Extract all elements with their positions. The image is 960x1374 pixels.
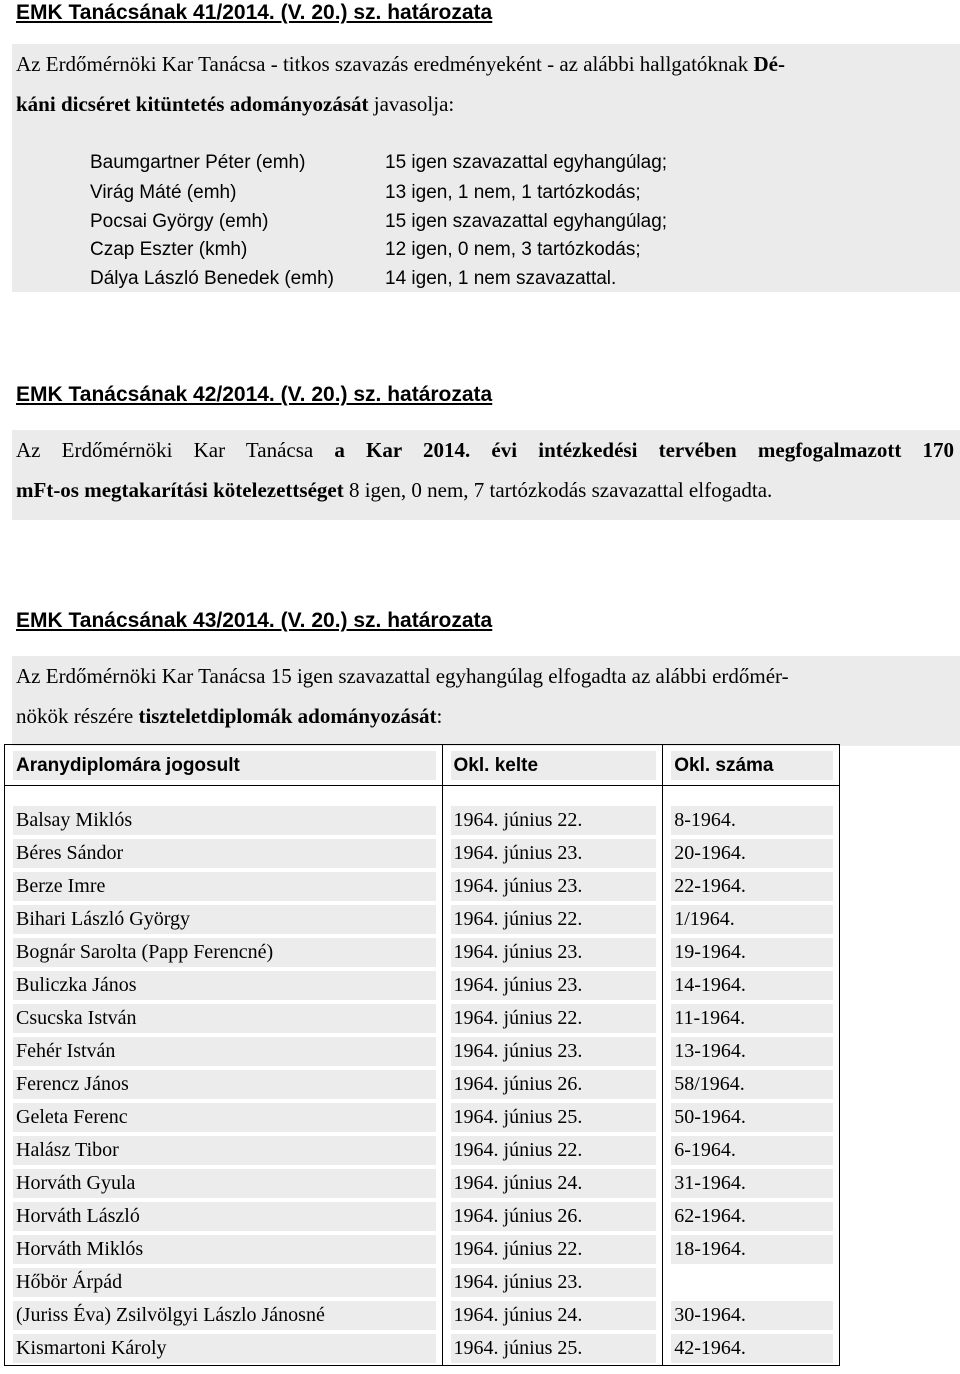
table-row [5,969,840,1002]
table-cell-date: 1964. június 22. [442,903,663,936]
table-cell-number: 22-1964. [663,870,840,903]
table-cell-number: 18-1964. [663,1233,840,1266]
table-cell-number: 58/1964. [663,1068,840,1101]
column-header: Aranydiplomára jogosult [5,745,443,786]
table-row [5,1101,840,1134]
resolution-43-heading: EMK Tanácsának 43/2014. (V. 20.) sz. határozata [16,609,493,632]
table-cell-number [663,1266,840,1299]
table-cell-date: 1964. június 22. [442,1233,663,1266]
table-cell-name: (Juriss Éva) Zsilvölgyi Lászlo Jánosné [5,1299,443,1332]
table-cell-date: 1964. június 25. [442,1332,663,1366]
table-cell-number: 1/1964. [663,903,840,936]
r43-part-2: nökök részére [16,704,139,728]
table-row [5,1299,840,1332]
intro-line-1-bold: Dé- [753,52,785,76]
nominee-vote: 13 igen, 1 nem, 1 tartózkodás; [385,182,641,203]
table-cell-name: Balsay Miklós [5,804,443,837]
table-cell-date: 1964. június 22. [442,1002,663,1035]
table-cell-number: 8-1964. [663,804,840,837]
table-cell-name: Halász Tibor [5,1134,443,1167]
nominee-vote: 15 igen szavazattal egyhangúlag; [385,211,668,232]
r42-part-4: 8 igen, 0 nem, 7 tartózkodás szavazattal elfogadta. [343,478,773,502]
table-row [5,1068,840,1101]
intro-line-2-bold: káni dicséret kitüntetés adományozását [16,92,369,116]
table-cell-date: 1964. június 23. [442,969,663,1002]
table-cell-number: 13-1964. [663,1035,840,1068]
nominee-name: Virág Máté (emh) [90,182,237,203]
nominee-vote: 14 igen, 1 nem szavazattal. [385,268,617,289]
table-cell-name: Ferencz János [5,1068,443,1101]
resolution-41-intro [16,44,954,124]
nominee-name: Baumgartner Péter (emh) [90,152,306,173]
column-header: Okl. kelte [442,745,663,786]
table-cell-name: Béres Sándor [5,837,443,870]
resolution-42-text [16,430,954,510]
table-cell-name: Buliczka János [5,969,443,1002]
table-cell-name: Kismartoni Károly [5,1332,443,1366]
column-header: Okl. száma [663,745,840,786]
table-row [5,1266,840,1299]
nominee-name: Dálya László Benedek (emh) [90,268,334,289]
table-cell-date: 1964. június 24. [442,1167,663,1200]
table-cell-date: 1964. június 23. [442,870,663,903]
intro-line-1: Az Erdőmérnöki Kar Tanácsa - titkos szavazás eredményeként - az alábbi hallgatóknak [16,52,754,76]
table-cell-number: 11-1964. [663,1002,840,1035]
table-row [5,837,840,870]
table-cell-date: 1964. június 22. [442,1134,663,1167]
table-cell-number: 42-1964. [663,1332,840,1366]
table-cell-name: Geleta Ferenc [5,1101,443,1134]
r43-line-1: Az Erdőmérnöki Kar Tanácsa 15 igen szavazattal egyhangúlag elfogadta az alábbi erdőmér- [16,664,789,688]
table-cell-name: Horváth Miklós [5,1233,443,1266]
table-cell-date: 1964. június 23. [442,1035,663,1068]
table-spacer-row [5,786,840,805]
table-cell-number: 31-1964. [663,1167,840,1200]
intro-line-2: javasolja: [368,92,455,116]
table-header-row [5,745,840,786]
r42-part-3: mFt-os megtakarítási kötelezettséget [16,478,344,502]
table-cell-name: Berze Imre [5,870,443,903]
table-cell-name: Horváth László [5,1200,443,1233]
table-row [5,1167,840,1200]
resolution-43-text [16,656,954,736]
table-cell-name: Horváth Gyula [5,1167,443,1200]
table-row [5,1002,840,1035]
r43-part-4: : [436,704,443,728]
nominee-vote: 15 igen szavazattal egyhangúlag; [385,152,668,173]
table-row [5,1035,840,1068]
nominee-vote: 12 igen, 0 nem, 3 tartózkodás; [385,239,641,260]
table-row [5,1332,840,1366]
table-row [5,936,840,969]
table-row [5,870,840,903]
table-cell-date: 1964. június 25. [442,1101,663,1134]
resolution-42-heading: EMK Tanácsának 42/2014. (V. 20.) sz. határozata [16,383,493,406]
table-row [5,1134,840,1167]
table-cell-name: Csucska István [5,1002,443,1035]
table-row [5,1200,840,1233]
table-cell-name: Fehér István [5,1035,443,1068]
table-row [5,804,840,837]
table-cell-name: Hőbör Árpád [5,1266,443,1299]
r42-part-2: a Kar 2014. évi intézkedési tervében megfogalmazott 170 [334,438,954,462]
table-cell-date: 1964. június 22. [442,804,663,837]
table-cell-date: 1964. június 26. [442,1068,663,1101]
table-cell-date: 1964. június 26. [442,1200,663,1233]
table-cell-name: Bognár Sarolta (Papp Ferencné) [5,936,443,969]
table-cell-number: 30-1964. [663,1299,840,1332]
table-cell-date: 1964. június 23. [442,936,663,969]
table-cell-name: Bihari László György [5,903,443,936]
table-cell-date: 1964. június 23. [442,837,663,870]
table-cell-number: 50-1964. [663,1101,840,1134]
table-row [5,1233,840,1266]
table-row [5,903,840,936]
table-cell-number: 19-1964. [663,936,840,969]
table-cell-number: 20-1964. [663,837,840,870]
resolution-41-heading: EMK Tanácsának 41/2014. (V. 20.) sz. határozata [16,1,493,24]
nominee-name: Czap Eszter (kmh) [90,239,248,260]
r43-part-3: tiszteletdiplomák adományozását [138,704,437,728]
r42-part-1: Az Erdőmérnöki Kar Tanácsa [16,438,335,462]
nominee-name: Pocsai György (emh) [90,211,269,232]
table-cell-number: 6-1964. [663,1134,840,1167]
diploma-table [4,744,840,1366]
table-cell-number: 14-1964. [663,969,840,1002]
table-cell-date: 1964. június 24. [442,1299,663,1332]
table-cell-number: 62-1964. [663,1200,840,1233]
table-cell-date: 1964. június 23. [442,1266,663,1299]
